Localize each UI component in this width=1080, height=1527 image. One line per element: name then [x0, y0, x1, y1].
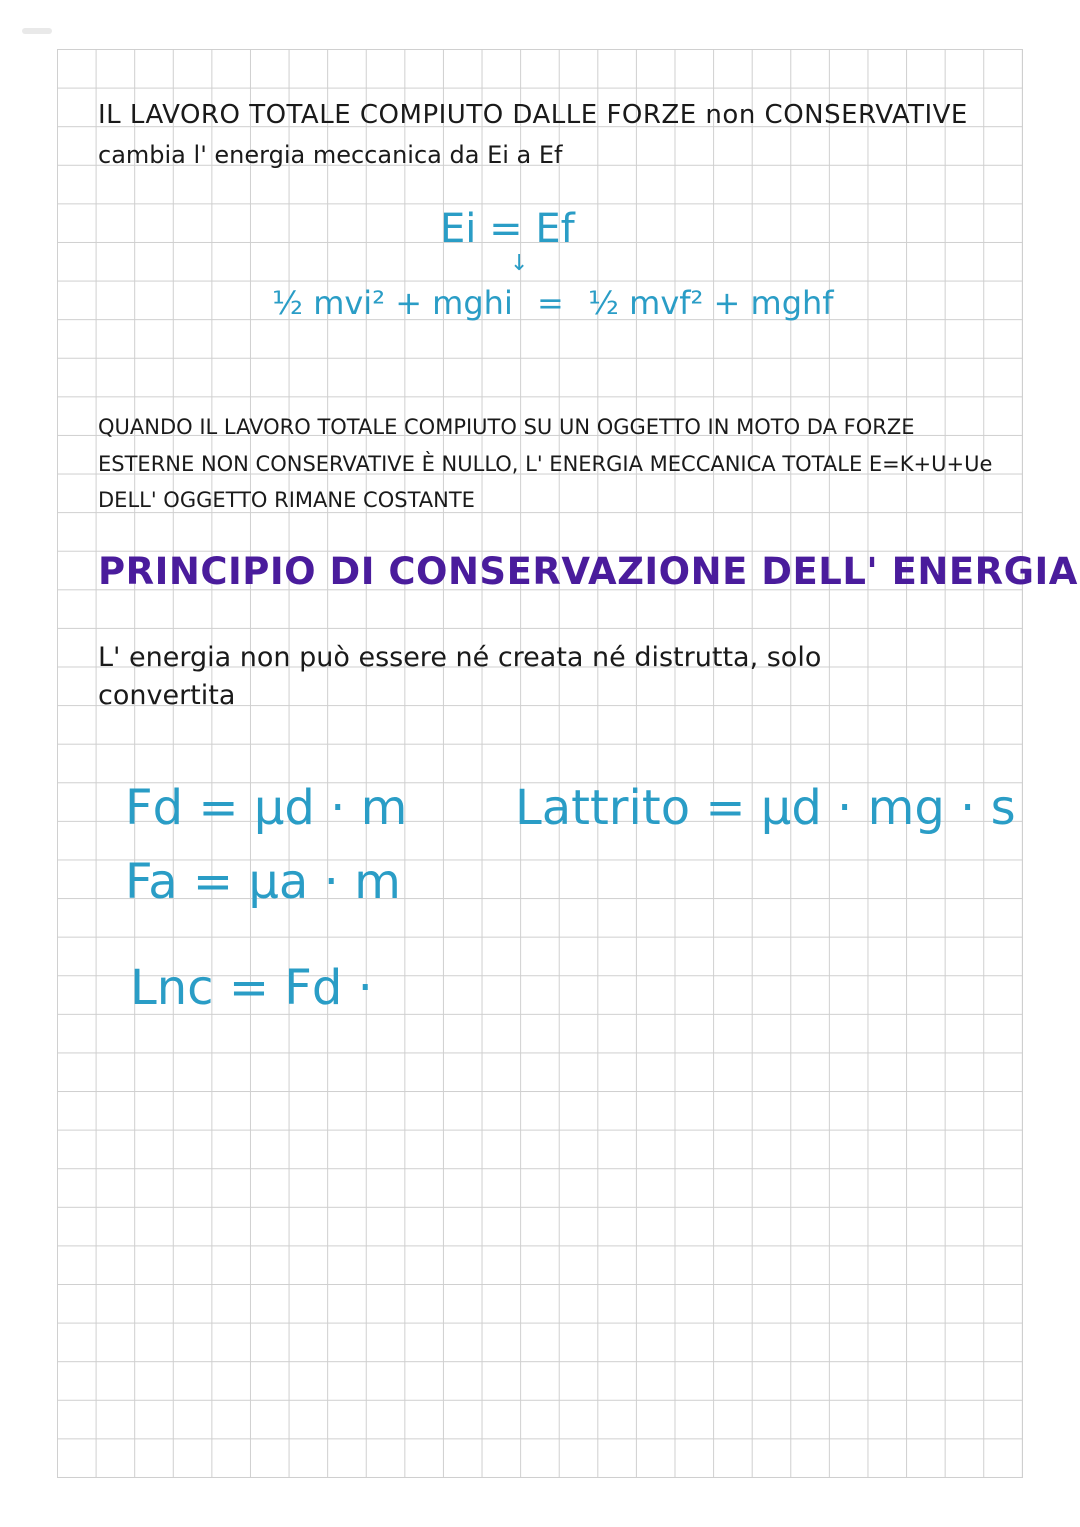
formula-nonconservative-work: Lnc = Fd ·	[130, 960, 373, 1016]
notes-line-1: IL LAVORO TOTALE COMPIUTO DALLE FORZE non CONSERVATIVE	[98, 100, 968, 130]
equation-equals-sign: =	[537, 284, 564, 322]
paragraph-line-2: ESTERNE NON CONSERVATIVE È NULLO, L' ENERGIA MECCANICA TOTALE E=K+U+Ue	[98, 452, 993, 476]
formula-static-friction: Fa = μa · m	[125, 854, 401, 910]
grid-paper	[57, 49, 1023, 1478]
principle-statement-line-2: convertita	[98, 680, 236, 711]
paragraph-line-1: QUANDO IL LAVORO TOTALE COMPIUTO SU UN OGGETTO IN MOTO DA FORZE	[98, 415, 915, 439]
equation-left-side: ½ mvi² + mghi	[272, 284, 513, 322]
notes-line-2: cambia l' energia meccanica da Ei a Ef	[98, 141, 563, 169]
formula-dynamic-friction: Fd = μd · m	[125, 780, 408, 836]
formula-friction-work: Lattrito = μd · mg · s	[515, 780, 1016, 836]
equation-right-side: ½ mvf² + mghf	[587, 284, 834, 322]
paragraph-line-3: DELL' OGGETTO RIMANE COSTANTE	[98, 488, 475, 512]
expanded-energy-equation	[272, 284, 834, 322]
section-heading: PRINCIPIO DI CONSERVAZIONE DELL' ENERGIA	[98, 550, 1078, 593]
down-arrow-icon: ↓	[510, 251, 529, 276]
principle-statement-line-1: L' energia non può essere né creata né distrutta, solo	[98, 642, 822, 673]
energy-equation: Ei = Ef	[440, 206, 575, 252]
page-corner-mark	[22, 28, 52, 34]
